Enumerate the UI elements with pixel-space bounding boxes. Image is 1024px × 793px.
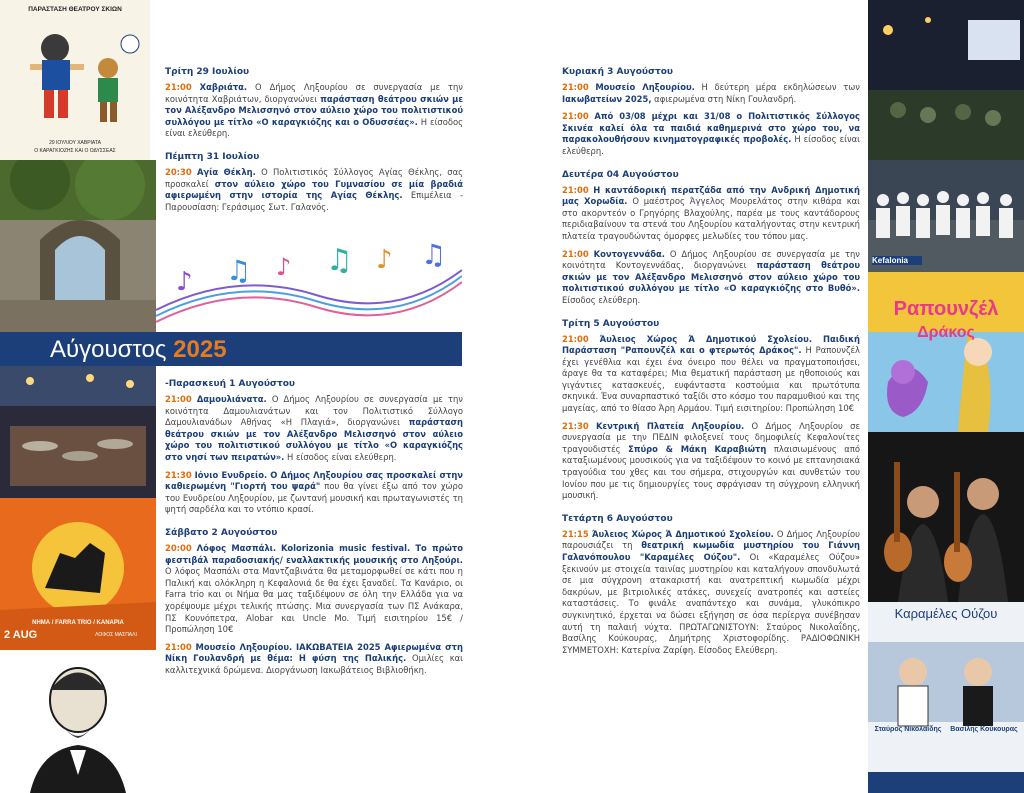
rapunzel-poster-subtitle: Δράκος [917,324,975,341]
rapunzel-poster-title: Ραπουνζέλ [893,298,999,320]
day-block-aug1 [165,378,463,516]
day-heading: Τετάρτη 6 Αυγούστου [562,513,673,524]
event-place: Κεντρική Πλατεία Ληξουρίου. [595,420,745,431]
woodcut-portrait [0,650,156,793]
left-events-column [165,66,463,224]
event-entry [165,543,463,636]
right-events-column [562,66,860,667]
event-highlight: παράσταση θεάτρου σκιών με τον Αλέξανδρο Μελισσηνό στον αύλειο χώρο του πολιτιστικού συλλόγου με τίτλο «Ο καραγκιόζης και ο Οδυσσέας». [165,93,463,127]
event-text: Η Ραπουνζέλ έχει γενέθλια και έχει ένα όνειρο που θέλει να πραγματοποιήσει, άραγε θα τα καταφέρει; Μια θεματική παράσταση με ηθοποιούς και γιγάντιες κατασκευές, ευφάνταστα κοστούμια και πρωτότυπα σκηνικά. Ένα συναρπαστικό ταξίδι στο κόσμο του παραμυθιού και της μαγείας, από το θίασο Άρη Αρμάου. Τιμή εισιτηρίου: Προπώληση 10€ [562,345,860,414]
event-entry [562,334,860,415]
event-place: Ιόνιο Ενυδρείο. [194,469,268,480]
event-time: 21:00 [562,184,589,195]
august-left-events-column [165,378,463,687]
event-text: Ο Πολιτιστικός Σύλλογος Αγίας Θέκλης, σας προσκαλεί [165,166,464,189]
event-entry [165,167,463,213]
event-text-end: Η είσοδος είναι ελεύθερη. [562,134,860,156]
event-time: 21:30 [562,420,589,431]
event-place: Άυλειος Χώρος Ά Δημοτικού Σχολείου. [591,528,774,539]
event-place: Κοντογεννάδα. [593,248,665,259]
event-highlight: θεατρική κωμωδία μυστηρίου του Γιάννη Γαλανόπουλου "Καραμέλες Ούζου". [562,540,860,562]
music-notes-image [156,240,462,330]
day-block-aug3 [562,66,860,158]
day-heading: Δευτέρα 04 Αυγούστου [562,169,679,180]
day-heading: Σάββατο 2 Αυγούστου [165,527,278,538]
event-place: Μουσείο Ληξουρίου. [195,641,293,652]
event-time: 21:00 [562,248,589,259]
event-highlight: Ο Δήμος Ληξουρίου σας προσκαλεί στην καθιερωμένη "Γιορτή του ψαρά" [165,469,463,492]
guitarists-photo [868,432,1024,602]
event-highlight: Από 03/08 μέχρι και 31/08 ο Πολιτιστικός Σύλλογος Σκινέα καλεί όλα τα παιδιά καθημερινά στο χώρο του, να παρακολουθήσουν κινηματογραφικές προβολές. [562,111,860,145]
day-block-aug2 [165,527,463,677]
day-block-aug6 [562,513,860,657]
event-time: 20:30 [165,166,192,177]
event-highlight: Ιακωβατείων 2025, [562,93,652,104]
event-time: 21:00 [562,333,589,344]
month-banner-title [50,337,227,363]
event-highlight: Σπύρο & Μάκη Καραβιώτη [628,443,767,454]
event-place: Άυλειος Χώρος Ά Δημοτικού Σχολείου. Παιδική Παράσταση "Ραπουνζέλ και ο φτερωτός Δράκος". [562,333,860,356]
day-heading: -Παρασκευή 1 Αυγούστου [165,379,295,389]
event-text-end: που θα γίνει έξω από τον χώρο του Ενυδρείου Ληξουρίου, με ζωντανή μουσική και πρωταγωνιστές τη ψητή σαρδέλα και το ντόπιο κρασί. [165,481,463,515]
event-text: Ο Δήμος Ληξουρίου σε συνεργασία με την ΠΕΔΙΝ φιλοξενεί τους δημοφιλείς Κεφαλονίτες τραγουδιστές [562,420,860,454]
event-text-end: Η είσοδος είναι ελεύθερη. [284,451,397,462]
event-highlight: Η καντάδορική περατζάδα από την Ανδρική Δημοτική μας Χορωδία. [562,184,860,207]
event-time: 21:30 [165,469,192,480]
event-text-end: Επιμέλεια - Παρουσίαση: Γεράσιμος Σωτ. Γαλανός. [165,190,463,212]
day-heading: Τρίτη 5 Αυγούστου [562,318,660,329]
karameles-poster-title: Καραμέλες Ούζου [894,606,998,621]
event-text-end: Η είσοδος είναι ελεύθερη. [165,116,463,139]
day-block-jul29 [165,66,463,140]
event-text: Η δεύτερη μέρα εκδηλώσεων των [694,82,860,92]
fish-festival-photo [0,366,156,498]
month-year: 2025 [173,336,227,363]
event-text-end: αφιερωμένα στη Νίκη Γουλανδρή. [651,93,797,104]
event-text-end: πλαισιωμένους από καταξιωμένους μουσικούς για να ταξιδέψουν το κοινό με επτανησιακά τραγούδια του χθες και του σήμερα, στιχουργών και συνθετών του Ιονίου που με τις δημιουργίες τους σφράγισαν τη σύγχρονη ελληνική μουσική. [562,443,860,501]
shadow-theatre-poster-subcaption: Ο ΚΑΡΑΓΚΙΟΖΗΣ ΚΑΙ Ο ΟΔΥΣΣΕΑΣ [34,148,116,154]
shadow-theatre-poster-title: ΠΑΡΑΣΤΑΣΗ ΘΕΑΤΡΟΥ ΣΚΙΩΝ [28,6,122,13]
event-text: Ο Δήμος Ληξουρίου σε συνεργασία με την κοινότητα Χαβριάτων, διοργανώνει [165,82,463,104]
svg-text:♪: ♪ [176,267,193,297]
event-text-end: Είσοδος ελεύθερη. [562,294,641,305]
event-entry [562,421,860,502]
event-text-end: Ομιλίες και καλλιτεχνικά δρώμενα. Διοργάνωση Ιακωβάτειος Βιβλιοθήκη. [165,653,463,675]
event-highlight: παράσταση θεάτρου σκιών με τον Αλέξανδρο Μελισσηνό στον αύλειο χώρο του πολιτιστικού συλλόγου με τίτλο «Ο καραγκιόζης στο νησί των πειρατών». [165,417,463,462]
karameles-ouzou-poster [868,602,1024,793]
day-block-aug5 [562,318,860,502]
event-highlight: Kolorizonia music festival. Το πρώτο φεστιβάλ παραδοσιακής/ εναλλακτικής μουσικής στο Ληξούρι. [165,542,463,565]
svg-text:♪: ♪ [276,253,292,281]
shadow-puppets-illustration [0,0,150,160]
karameles-poster-actor1: Σταύρος Νικολαΐδης [874,726,942,733]
day-heading: Τρίτη 29 Ιουλίου [165,67,250,77]
event-time: 21:00 [165,82,192,92]
kolorizonia-poster-title: ΝΗΜΑ / FARRA TRIO / KANAPIA [32,620,124,626]
event-time: 21:00 [165,394,192,404]
event-entry [562,185,860,243]
svg-text:♫: ♫ [326,243,353,278]
svg-text:♪: ♪ [376,245,393,275]
karameles-poster-actor2: Βασίλης Κούκουρας [950,726,1018,733]
event-place: Δαμουλιάνατα. [196,394,267,404]
event-entry [165,394,463,464]
event-time: 21:00 [165,641,192,652]
event-place: Αγία Θέκλη. [196,166,256,177]
day-block-jul31 [165,151,463,213]
svg-text:♫: ♫ [421,240,447,271]
event-entry [562,82,860,105]
kolorizonia-poster-date: 2 AUG [4,629,38,641]
shadow-theatre-poster [0,0,150,160]
month-name: Αύγουστος [50,336,167,363]
event-text: Ο Δήμος Ληξουρίου παρουσιάζει τη [562,528,860,551]
event-time: 21:00 [562,82,589,92]
kolorizonia-poster-place: ΛΟΦΟΣ ΜΑΣΠΑΛΙ [95,632,137,638]
event-place: Χαβριάτα. [199,82,248,92]
event-entry [165,642,463,677]
event-entry [165,82,463,140]
event-highlight: παράσταση θεάτρου σκιών με τον Αλέξανδρο Μελισσηνό στον αύλειο χώρο του πολιτιστικού συλλόγου με τίτλο «Ο καραγκιόζης στο Βυθό». [562,260,860,294]
shadow-theatre-poster-caption: 29 ΙΟΥΛΙΟΥ ΧΑΒΡΙΑΤΑ [49,140,101,146]
svg-text:♫: ♫ [226,254,252,287]
day-heading: Κυριακή 3 Αυγούστου [562,67,673,77]
day-block-aug4 [562,169,860,307]
event-entry [562,529,860,657]
event-text: Ο Δήμος Ληξουρίου σε συνεργασία με την κοινότητα Κοντογεννάδας, διοργανώνει [562,248,860,271]
event-place: Λόφος Μασπάλι. [196,542,277,553]
open-air-cinema-photo [868,0,1024,160]
event-entry [165,470,463,516]
event-highlight: στον αύλειο χώρο του Γυμνασίου σε μία βραδιά αφιερωμένη στην ιστορία της Αγίας Θέκλης. [165,178,463,201]
rapunzel-poster [868,272,1024,432]
event-time: 21:15 [562,528,589,539]
event-text-end: Οι «Καραμέλες Ούζου» ξεκινούν με στοιχεία ταινίας μυστηρίου και καταλήγουν σπονδυλωτά σε μια σύγχρονη ατακαριστή και ανατρεπτική κωμωδία μέχρι δακρύων, με βιτριολικές ατάκες, συνεχείς ανατροπές και αστείες καταστάσεις. Το φινάλε αναπάντεχο και συνάμα, γλυκόπικρο συγκινητικό, έρχεται να δώσει εξήγηση σε όσα περίεργα συνέβησαν αυτή τη παλαιή νύχτα. ΠΡΩΤΑΓΩΝΙΣΤΟΥΝ: Σταύρος Νικολαΐδης, Βασίλης Κούκουρας, Δημήτρης Χριστοφορίδης. ΡΑΔΙΟΦΩΝΙΚΗ ΣΥΜΜΕΤΟΧΗ: Κατερίνα Ζαρίφη. Είσοδος Ελεύθερη. [562,552,860,655]
event-text-end: Ο λόφος Μασπάλι στα Μαντζαβινάτα θα μεταμορφωθεί σε κάτι που η Παλική και ολόκληρη η Κεφαλονιά δε θα έχει ξαναδεί. Τα Κανάριο, οι Farra trio και οι Νήμα θα μας ταξιδέψουν σε όλη την Ελλάδα για να χορέψουμε μέχρι τελικής πτώσης. Μια συνεργασία των ΠΣ Ανάκαρα, ΠΣ Κουνόπετρα, Alobar και Uncle Mo. Τιμή εισιτηρίου 15€ / Προπώληση 10€ [165,566,463,635]
event-time: 20:00 [165,542,192,553]
kolorizonia-festival-poster [0,498,156,650]
event-highlight: ΙΑΚΩΒΑΤΕΙΑ 2025 Αφιερωμένα στη Νίκη Γουλανδρή με θέμα: Η φύση της Παλικής. [165,641,463,664]
event-text: Ο Δήμος Ληξουρίου σε συνεργασία με την κοινότητα Δαμουλιανάτων και τον Πολιτιστικό Σύλλογο Δαμουλιανάδων Αθήνας «Η Πλαγιά», διοργανώνει [165,394,463,428]
kefalonia-label: Kefalonia [872,256,922,265]
stone-arch-photo [0,160,156,332]
event-entry [562,249,860,307]
event-entry [562,111,860,157]
event-place: Μουσείο Ληξουρίου. [595,82,695,92]
day-heading: Πέμπτη 31 Ιουλίου [165,151,260,162]
event-text-end: Ο μαέστρος Άγγελος Μουρελάτος στην κιθάρα και στο ακορντεόν ο Γρηγόρης Βλαχούλης, παρέα με τους καντάδορους περιδιαβαίνουν τα στενά του Ληξουρίου καταλήγοντας στην κεντρική πλατεία τραγουδώντας όμορφες μελωδίες του τόπου μας. [562,196,860,241]
event-time: 21:00 [562,111,589,122]
